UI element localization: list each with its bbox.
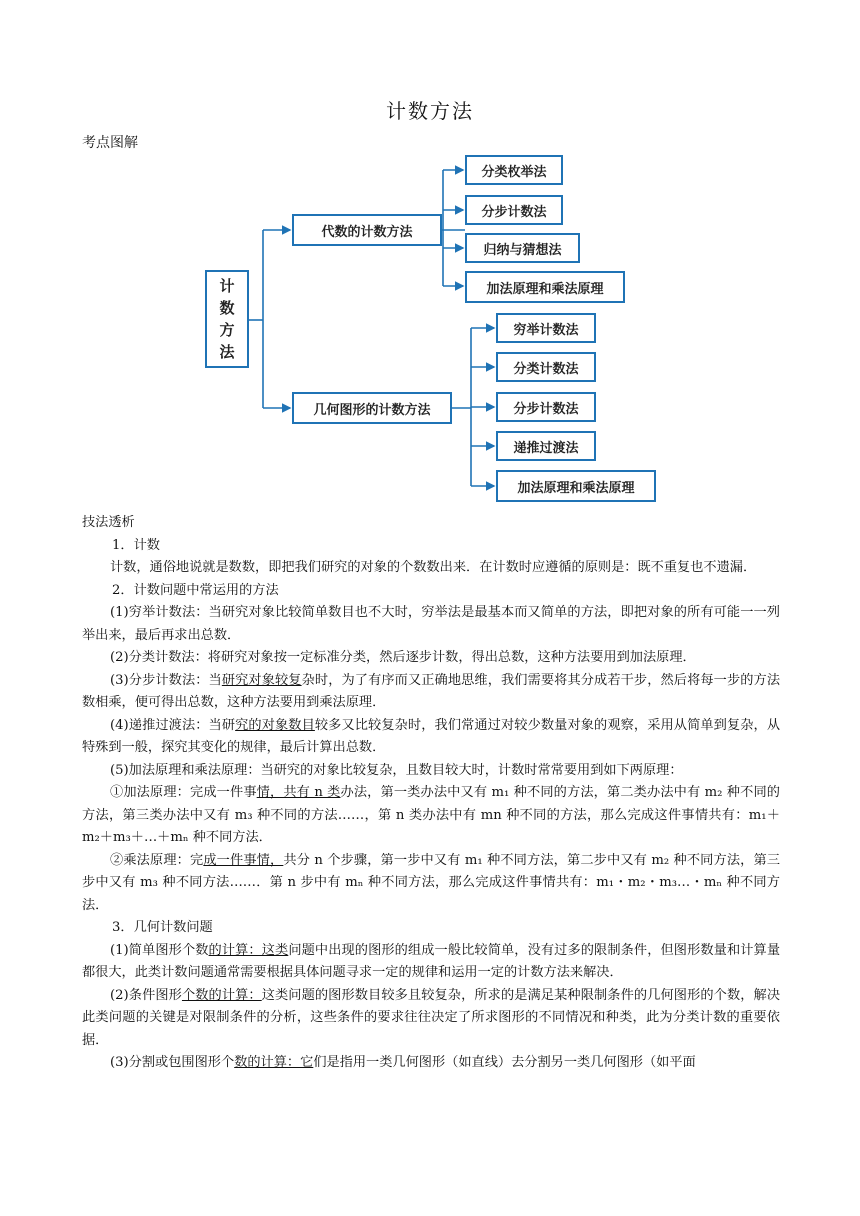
paragraph: (2)分类计数法：将研究对象按一定标准分类，然后逐步计数，得出总数，这种方法要用到加法原理． — [110, 650, 696, 665]
diagram-connectors — [195, 150, 675, 510]
leaf-node: 分类枚举法 — [465, 155, 563, 185]
underlined-text: 情，共有 n 类 — [256, 785, 341, 800]
paragraph: (1)穷举计数法：当研究对象比较简单数目也不大时，穷举法是最基本而又简单的方法，即把对象的所有可能一一列举出来，最后再求出总数． — [82, 605, 780, 643]
underlined-text: 成一件事情， — [203, 852, 284, 868]
leaf-node: 分步计数法 — [465, 195, 563, 225]
paragraph — [82, 715, 780, 760]
underlined-text: 究的对象数目 — [235, 717, 315, 733]
text-run: ①加法原理：完成一件事 — [110, 785, 257, 800]
section-heading-techniques: 技法透析 — [82, 515, 135, 530]
text-run: 较多又比较复杂时，我们常通过对较少数量对象的观察，采用从简单到复杂，从特殊到一般，探究其变化的规律，最后计算出总数． — [82, 717, 781, 755]
root-char: 方 — [219, 321, 235, 339]
root-char: 数 — [219, 299, 235, 317]
paragraph — [82, 1052, 780, 1075]
text-run: (4)递推过渡法：当研 — [110, 717, 236, 733]
text-run: 杂时，为了有序而又正确地思维，我们需要将其分成若干步，然后将每一步的方法数相乘，便可得出总数，这种方法要用到乘法原理． — [82, 672, 781, 710]
leaf-node: 归纳与猜想法 — [465, 233, 580, 263]
subheading: 1．计数 — [112, 537, 160, 553]
text-run: 这类问题的图形数目较多且较复杂，所求的是满足某种限制条件的几何图形的个数，解决此类问题的关键是对限制条件的分析，这些条件的要求往往决定了所求图形的不同情况和种类，此为分类计数的重要依据． — [82, 987, 781, 1048]
leaf-node: 分类计数法 — [496, 352, 596, 382]
text-run: (1)简单图形个数 — [110, 942, 209, 958]
subheading: 3．几何计数问题 — [112, 920, 213, 935]
underlined-text: 研究对象较复 — [221, 672, 302, 688]
underlined-text: 个数的计算： — [181, 987, 262, 1003]
root-char: 法 — [219, 343, 235, 361]
text-run: (3)分割或包围图形个 — [110, 1055, 235, 1070]
section-heading-diagram: 考点图解 — [82, 135, 138, 151]
paragraph — [82, 670, 780, 715]
text-run: 共分 n 个步骤，第一步中又有 m₁ 种不同方法，第二步中又有 m₂ 种不同方法，第三步中又有 m₃ 种不同方法……．第 n 步中有 mₙ 种不同方法，那么完成这件事情共有：m₁・m₂・m₃…・mₙ 种不同方法． — [82, 852, 781, 913]
paragraph — [82, 850, 780, 918]
leaf-node: 分步计数法 — [496, 392, 596, 422]
underlined-text: 的计算：这类 — [208, 942, 289, 958]
leaf-node: 穷举计数法 — [496, 313, 596, 343]
text-run: 问题中出现的图形的组成一般比较简单，没有过多的限制条件，但图形数量和计算量都很大，此类计数问题通常需要根据具体问题寻求一定的规律和运用一定的计数方法来解决． — [82, 942, 781, 980]
text-run: (3)分步计数法：当 — [110, 672, 222, 688]
branch-node-geometry: 几何图形的计数方法 — [292, 392, 452, 424]
text-run: (2)条件图形 — [110, 987, 182, 1003]
root-char: 计 — [219, 277, 235, 295]
paragraph — [82, 782, 780, 850]
article-body — [82, 512, 780, 1075]
paragraph — [82, 985, 780, 1053]
paragraph: 计数，通俗地说就是数数，即把我们研究的对象的个数数出来．在计数时应遵循的原则是：既不重复也不遗漏． — [110, 560, 757, 575]
leaf-node: 递推过渡法 — [496, 431, 596, 461]
text-run: 们是指用一类几何图形（如直线）去分割另一类几何图形（如平面 — [313, 1055, 696, 1070]
leaf-node: 加法原理和乘法原理 — [496, 470, 656, 502]
text-run: ②乘法原理：完 — [110, 852, 204, 868]
paragraph: (5)加法原理和乘法原理：当研究的对象比较复杂，且数目较大时，计数时常常要用到如下两原理： — [110, 762, 683, 778]
underlined-text: 数的计算：它 — [234, 1055, 314, 1070]
page-title: 计数方法 — [386, 99, 474, 123]
concept-diagram — [195, 150, 675, 510]
root-node — [205, 270, 249, 368]
subheading: 2．计数问题中常运用的方法 — [112, 582, 279, 598]
leaf-node: 加法原理和乘法原理 — [465, 271, 625, 303]
paragraph — [82, 940, 780, 985]
branch-node-algebra: 代数的计数方法 — [292, 214, 442, 246]
text-run: 办法，第一类办法中又有 m₁ 种不同的方法，第二类办法中有 m₂ 种不同的方法，第三类办法中又有 m₃ 种不同的方法……，第 n 类办法中有 mn 种不同的方法，那么完成这件事情共有：m₁＋m₂＋m₃＋…＋mₙ 种不同方法． — [82, 785, 780, 845]
